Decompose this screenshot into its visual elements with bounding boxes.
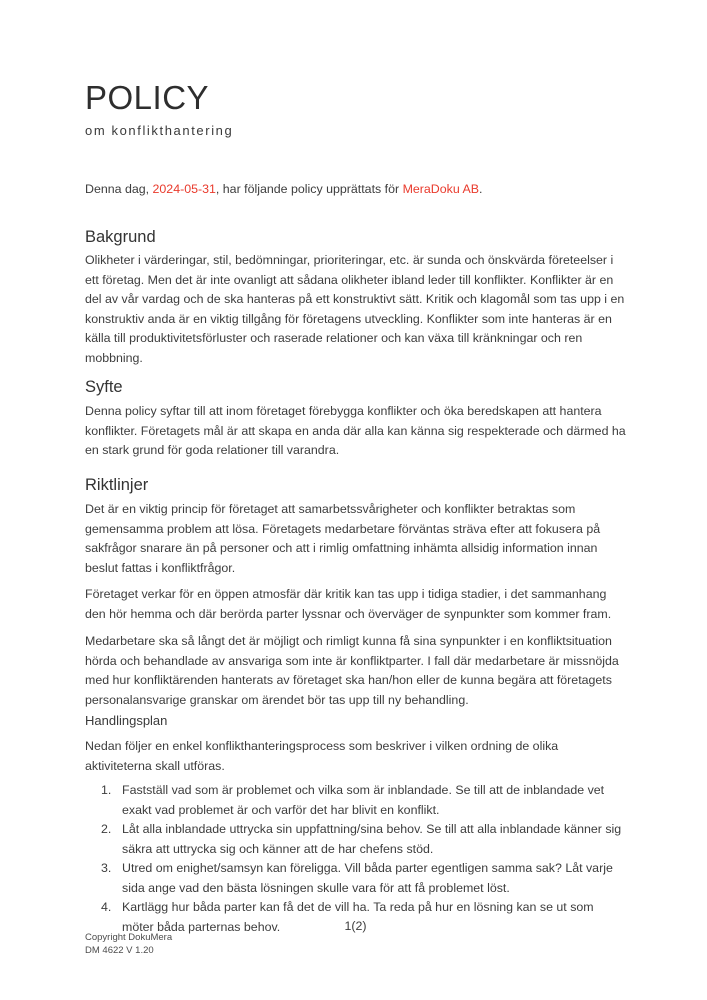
company-name: MeraDoku AB bbox=[402, 182, 480, 196]
page-subtitle: om konflikthantering bbox=[85, 123, 234, 139]
copyright-line: Copyright DokuMera bbox=[85, 932, 173, 943]
intro-line bbox=[85, 180, 626, 200]
page-number: 1(2) bbox=[344, 919, 367, 933]
list-item-number: 2. bbox=[101, 822, 112, 836]
list-item-number: 3. bbox=[101, 861, 112, 875]
paragraph-bakgrund: Olikheter i värderingar, stil, bedömningar, prioriteringar, etc. är sunda och önskvärda företeelser i ett företag. Men det är inte ovanligt att sådana olikheter ibland leder till konflikter. Konflikter är en del av vår vardag och de ska hanteras på ett konstruktivt sätt. Kritik och klagomål som tas upp i en konstruktiv anda är en viktig tillgång för företagens utveckling. Konflikter som inte hanteras är en källa till produktivitetsförluster och raserade relationer och kan växa till kränkningar och ren mobbning. bbox=[85, 253, 625, 365]
list-item bbox=[101, 859, 626, 898]
section-heading-riktlinjer: Riktlinjer bbox=[85, 476, 149, 494]
list-item-text: Låt alla inblandade uttrycka sin uppfattning/sina behov. Se till att alla inblandade känner sig säkra att uttrycka sig och känner att de har chefens stöd. bbox=[122, 822, 622, 856]
paragraph-riktlinjer-2: Företaget verkar för en öppen atmosfär där kritik kan tas upp i tidiga stadier, i det sammanhang den hör hemma och där berörda parter lyssnar och överväger de synpunkter som kommer fram. bbox=[85, 587, 612, 621]
subsection-heading-handlingsplan: Handlingsplan bbox=[85, 713, 168, 728]
title-block bbox=[85, 80, 626, 138]
list-item bbox=[101, 820, 626, 859]
paragraph-handlingsplan: Nedan följer en enkel konflikthanteringsprocess som beskriver i vilken ordning de olika aktiviteterna skall utföras. bbox=[85, 739, 559, 773]
intro-middle: , har följande policy upprättats för bbox=[215, 182, 403, 196]
date-text: 2024-05-31 bbox=[152, 182, 216, 196]
intro-suffix: . bbox=[479, 182, 483, 196]
paragraph-syfte: Denna policy syftar till att inom företaget förebygga konflikter och öka beredskapen att hantera konflikter. Företagets mål är att skapa en anda där alla kan känna sig respekterade och därmed ha en stark grund för goda relationer till varandra. bbox=[85, 404, 626, 457]
document-footer bbox=[85, 932, 626, 957]
list-item bbox=[101, 781, 626, 820]
intro-prefix: Denna dag, bbox=[85, 182, 153, 196]
page-title: POLICY bbox=[85, 79, 210, 116]
paragraph-riktlinjer-1: Det är en viktig princip för företaget att samarbetssvårigheter och konflikter betraktas som gemensamma problem att lösa. Företagets medarbetare förväntas sträva efter att fokusera på sakfrågor snarare än på personer och att i rimlig omfattning inhämta allsidig information innan beslut fattas i konfliktfrågor. bbox=[85, 502, 601, 575]
list-item-number: 1. bbox=[101, 783, 112, 797]
numbered-list bbox=[85, 781, 626, 937]
section-heading-bakgrund: Bakgrund bbox=[85, 228, 156, 246]
paragraph-riktlinjer-3: Medarbetare ska så långt det är möjligt och rimligt kunna få sina synpunkter i en konfliktsituation hörda och behandlade av ansvariga som inte är konfliktparter. I fall där medarbetare är missnöjda med hur konfliktärenden hanterats av företaget ska han/hon eller de kunna begära att företagets personalansvarige granskar om ärendet bör tas upp till ny behandling. bbox=[85, 634, 619, 707]
list-item-text: Kartlägg hur båda parter kan få det de vill ha. Ta reda på hur en lösning kan se ut som möter båda parternas behov. bbox=[122, 900, 594, 934]
section-heading-syfte: Syfte bbox=[85, 378, 123, 396]
list-item-text: Utred om enighet/samsyn kan föreligga. Vill båda parter egentligen samma sak? Låt varje sida ange vad den bästa lösningen skulle vara för att få problemet löst. bbox=[122, 861, 613, 895]
list-item-number: 4. bbox=[101, 900, 112, 914]
list-item-text: Fastställ vad som är problemet och vilka som är inblandade. Se till att de inblandade vet exakt vad problemet är och varför det har blivit en konflikt. bbox=[122, 783, 605, 817]
document-id: DM 4622 V 1.20 bbox=[85, 944, 154, 956]
